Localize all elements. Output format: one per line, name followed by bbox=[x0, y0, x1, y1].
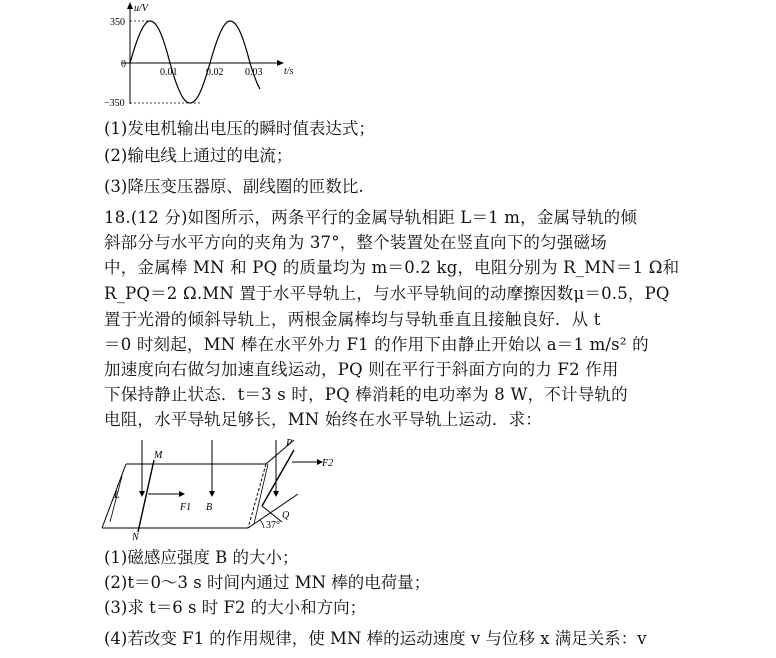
p18-line-8: 下保持静止状态．t＝3 s 时，PQ 棒消耗的电功率为 8 W，不计导轨的 bbox=[104, 385, 628, 404]
p18-line-4: R_PQ＝2 Ω.MN 置于水平导轨上，与水平导轨间的动摩擦因数μ＝0.5，PQ bbox=[104, 284, 670, 303]
q18-4: (4)若改变 F1 的作用规律，使 MN 棒的运动速度 v 与位移 x 满足关系：v bbox=[104, 629, 647, 648]
p18-line-2: 斜部分与水平方向的夹角为 37°，整个装置处在竖直向下的匀强磁场 bbox=[104, 233, 607, 252]
x-tick-1: 0.01 bbox=[160, 67, 178, 78]
q17-1: (1)发电机输出电压的瞬时值表达式； bbox=[104, 119, 375, 138]
p18-line-6: ＝0 时刻起，MN 棒在水平外力 F1 的作用下由静止开始以 a＝1 m/s² 的 bbox=[104, 335, 649, 354]
p18-line-5: 置于光滑的倾斜导轨上，两根金属棒均与导轨垂直且接触良好．从 t bbox=[104, 310, 601, 329]
y-axis-arrow bbox=[127, 2, 133, 9]
q17-2: (2)输电线上通过的电流； bbox=[104, 146, 293, 165]
sine-wave bbox=[130, 21, 260, 103]
label-angle: 37° bbox=[266, 520, 280, 531]
angle-arc bbox=[260, 520, 264, 528]
label-n: N bbox=[132, 532, 139, 543]
x-axis-arrow bbox=[277, 60, 284, 66]
label-b: B bbox=[206, 502, 213, 513]
label-l: L bbox=[114, 490, 120, 501]
voltage-graph bbox=[100, 0, 300, 110]
label-m: M bbox=[154, 450, 163, 461]
incline-slope-line bbox=[254, 464, 268, 524]
x-tick-2: 0.02 bbox=[206, 67, 224, 78]
incline-front-dashed bbox=[248, 464, 266, 528]
label-q: Q bbox=[282, 510, 290, 521]
q18-3: (3)求 t＝6 s 时 F2 的大小和方向； bbox=[104, 598, 367, 617]
x-tick-3: 0.03 bbox=[245, 67, 263, 78]
label-f2: F2 bbox=[322, 458, 334, 469]
q18-1: (1)磁感应强度 B 的大小； bbox=[104, 548, 299, 567]
y-max-label: 350 bbox=[110, 17, 125, 28]
q18-2: (2)t＝0～3 s 时间内通过 MN 棒的电荷量； bbox=[104, 573, 431, 592]
p18-line-9: 电阻，水平导轨足够长，MN 始终在水平导轨上运动．求： bbox=[104, 410, 542, 429]
p18-line-3: 中，金属棒 MN 和 PQ 的质量均为 m＝0.2 kg，电阻分别为 R_MN＝1 Ω和 bbox=[104, 258, 680, 277]
label-p: P bbox=[286, 438, 293, 449]
y-min-label: −350 bbox=[104, 98, 125, 109]
p18-line-1: 18.(12 分)如图所示，两条平行的金属导轨相距 L＝1 m，金属导轨的倾 bbox=[104, 208, 638, 227]
rod-mn bbox=[138, 460, 154, 532]
q17-3: (3)降压变压器原、副线圈的匝数比. bbox=[104, 177, 364, 196]
label-f1: F1 bbox=[180, 502, 192, 513]
rod-pq bbox=[262, 450, 294, 506]
rails-diagram bbox=[96, 436, 346, 544]
origin-label: 0 bbox=[121, 59, 126, 70]
y-axis-label: u/V bbox=[134, 3, 148, 14]
x-axis-label: t/s bbox=[284, 66, 294, 77]
p18-line-7: 加速度向右做匀加速直线运动，PQ 则在平行于斜面方向的力 F2 作用 bbox=[104, 360, 619, 379]
